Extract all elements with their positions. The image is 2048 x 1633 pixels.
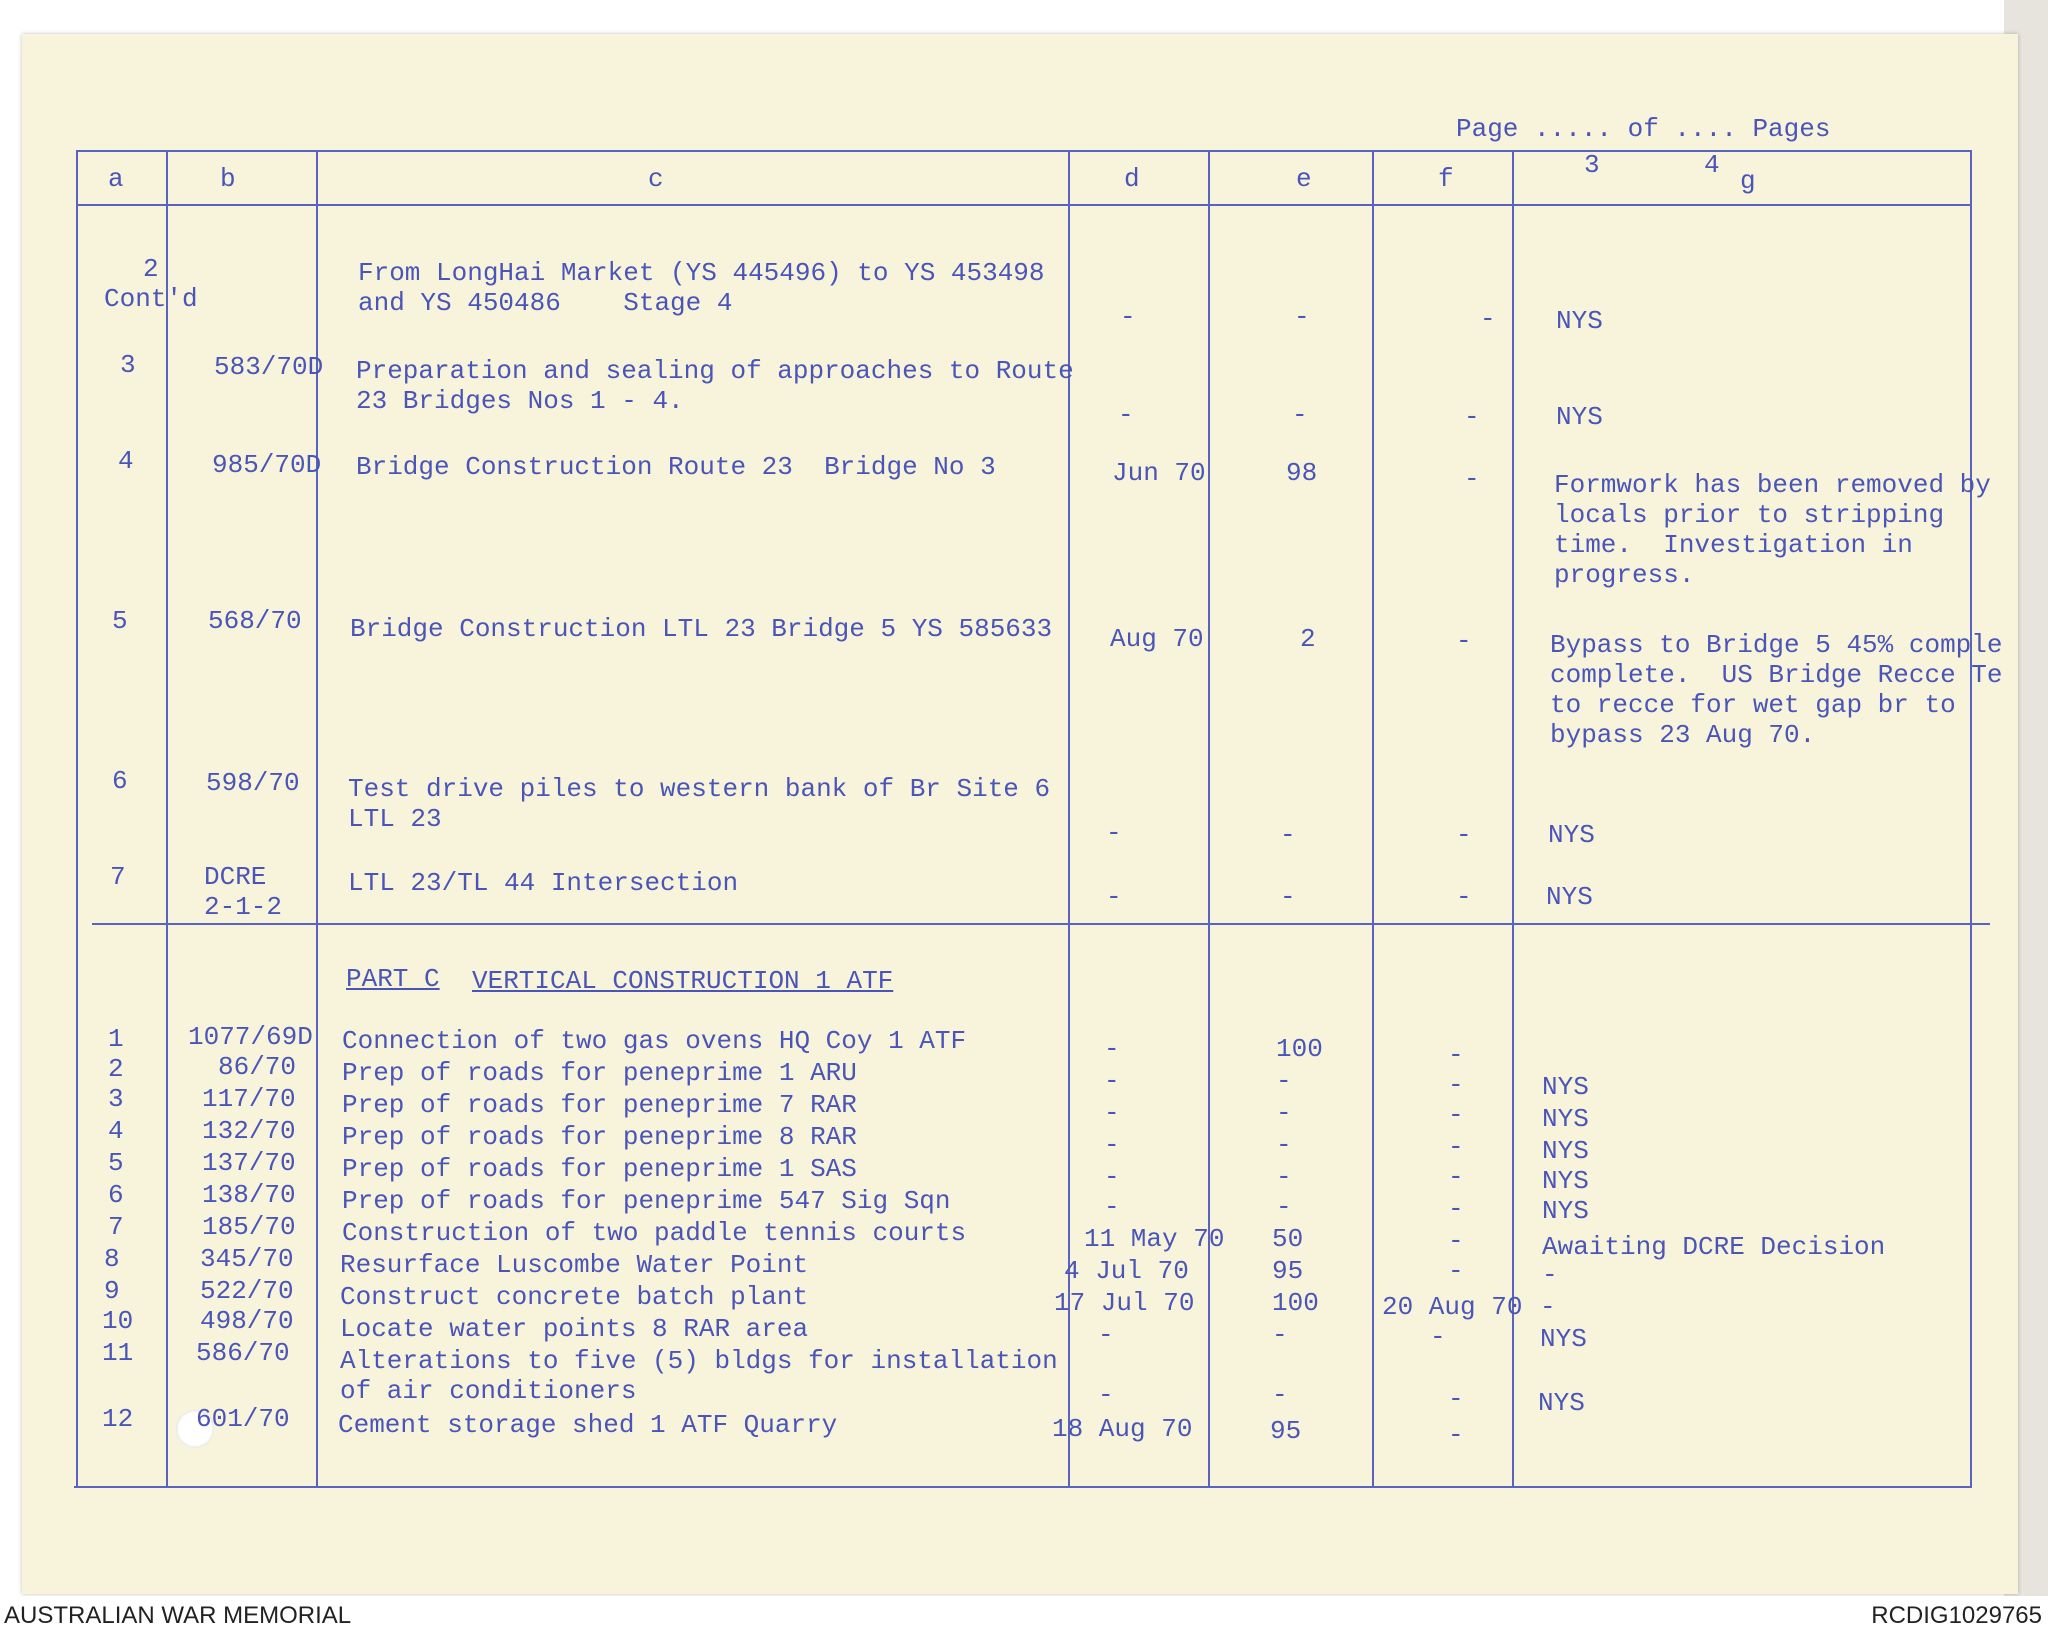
cell-f: - xyxy=(1464,464,1480,494)
cell-d: - xyxy=(1104,1034,1120,1064)
cell-e: - xyxy=(1276,1130,1292,1160)
cell-f: - xyxy=(1456,820,1472,850)
cell-b: 522/70 xyxy=(200,1276,294,1306)
cell-b: 345/70 xyxy=(200,1244,294,1274)
cell-d: - xyxy=(1106,818,1122,848)
col-header-e: e xyxy=(1296,164,1312,194)
cell-e: - xyxy=(1294,302,1310,332)
cell-f: - xyxy=(1448,1100,1464,1130)
cell-g: NYS xyxy=(1542,1072,1589,1102)
archive-footer xyxy=(0,1596,2048,1633)
cell-c: Prep of roads for peneprime 8 RAR xyxy=(342,1122,857,1152)
cell-e: 95 xyxy=(1270,1416,1302,1446)
cell-c: Prep of roads for peneprime 1 SAS xyxy=(342,1154,857,1184)
cell-d: - xyxy=(1098,1320,1114,1350)
cell-c: Prep of roads for peneprime 1 ARU xyxy=(342,1058,857,1088)
cell-b: 498/70 xyxy=(200,1306,294,1336)
cell-d: - xyxy=(1120,302,1136,332)
cell-c: From LongHai Market (YS 445496) to YS 453498 and YS 450486 Stage 4 xyxy=(358,258,1045,318)
cell-b: 586/70 xyxy=(196,1338,290,1368)
cell-f: - xyxy=(1456,882,1472,912)
cell-f: - xyxy=(1464,402,1480,432)
cell-b: 138/70 xyxy=(202,1180,296,1210)
cell-e: 100 xyxy=(1272,1288,1319,1318)
cell-c: Test drive piles to western bank of Br Site 6 LTL 23 xyxy=(348,774,1051,834)
cell-a: 2 xyxy=(108,1054,124,1084)
part-c-subtitle: VERTICAL CONSTRUCTION 1 ATF xyxy=(472,966,894,996)
cell-f: - xyxy=(1448,1040,1464,1070)
cell-a: 3 xyxy=(108,1084,124,1114)
cell-c: Preparation and sealing of approaches to Route 23 Bridges Nos 1 - 4. xyxy=(356,356,1074,416)
cell-g: NYS xyxy=(1546,882,1593,912)
archive-id: RCDIG1029765 xyxy=(1871,1602,2042,1629)
cell-d: - xyxy=(1104,1162,1120,1192)
cell-d: - xyxy=(1106,882,1122,912)
cell-g: NYS xyxy=(1538,1388,1585,1418)
cell-c: Resurface Luscombe Water Point xyxy=(340,1250,809,1280)
cell-c: Locate water points 8 RAR area xyxy=(340,1314,809,1344)
cell-d: 17 Jul 70 xyxy=(1054,1288,1195,1318)
cell-c: Cement storage shed 1 ATF Quarry xyxy=(338,1410,838,1440)
cell-e: - xyxy=(1280,882,1296,912)
cell-f: - xyxy=(1448,1256,1464,1286)
cell-b: 601/70 xyxy=(196,1404,290,1434)
cell-a: 7 xyxy=(110,862,126,892)
cell-d: Jun 70 xyxy=(1112,458,1206,488)
cell-g: Formwork has been removed by locals prior to stripping time. Investigation in progress. xyxy=(1554,470,1991,590)
cell-a: 6 xyxy=(112,766,128,796)
cell-e: - xyxy=(1276,1192,1292,1222)
cell-f: - xyxy=(1430,1322,1446,1352)
col-header-g-num-3: 3 xyxy=(1584,150,1600,180)
cell-b: 117/70 xyxy=(202,1084,296,1114)
cell-d: 18 Aug 70 xyxy=(1052,1414,1193,1444)
cell-a: 1 xyxy=(108,1024,124,1054)
cell-a: 6 xyxy=(108,1180,124,1210)
cell-e: 2 xyxy=(1300,624,1316,654)
cell-c: Construction of two paddle tennis courts xyxy=(342,1218,967,1248)
cell-c: Bridge Construction LTL 23 Bridge 5 YS 585633 xyxy=(350,614,1053,644)
cell-d: - xyxy=(1104,1130,1120,1160)
cell-f: 20 Aug 70 xyxy=(1382,1292,1523,1322)
cell-b: DCRE 2-1-2 xyxy=(204,862,283,922)
cell-a: 3 xyxy=(120,350,136,380)
cell-f: - xyxy=(1448,1384,1464,1414)
cell-a: 12 xyxy=(102,1404,134,1434)
cell-d: Aug 70 xyxy=(1110,624,1204,654)
cell-b: 137/70 xyxy=(202,1148,296,1178)
cell-a: 11 xyxy=(102,1338,134,1368)
page-of-pages: Page ..... of .... Pages xyxy=(1456,114,1831,144)
cell-b: 132/70 xyxy=(202,1116,296,1146)
cell-f: - xyxy=(1448,1420,1464,1450)
cell-g: NYS xyxy=(1556,306,1603,336)
cell-a: 5 xyxy=(112,606,128,636)
cell-a: 10 xyxy=(102,1306,134,1336)
cell-f: - xyxy=(1448,1070,1464,1100)
cell-e: 50 xyxy=(1272,1224,1304,1254)
cell-b: 568/70 xyxy=(208,606,302,636)
cell-g: NYS xyxy=(1540,1324,1587,1354)
cell-a: 2 Cont'd xyxy=(104,254,198,314)
cell-g: Bypass to Bridge 5 45% comple complete. US Bridge Recce Te to recce for wet gap br to bypass 23 Aug 70. xyxy=(1550,630,2003,750)
cell-g: NYS xyxy=(1542,1196,1589,1226)
cell-g: - xyxy=(1540,1292,1556,1322)
cell-c: Prep of roads for peneprime 7 RAR xyxy=(342,1090,857,1120)
cell-a: 5 xyxy=(108,1148,124,1178)
archive-credit: AUSTRALIAN WAR MEMORIAL xyxy=(4,1602,352,1629)
cell-b: 985/70D xyxy=(212,450,322,480)
cell-c: Bridge Construction Route 23 Bridge No 3 xyxy=(356,452,996,482)
cell-g: NYS xyxy=(1542,1166,1589,1196)
cell-d: - xyxy=(1104,1066,1120,1096)
cell-g: NYS xyxy=(1542,1136,1589,1166)
cell-b: 598/70 xyxy=(206,768,300,798)
cell-g: NYS xyxy=(1548,820,1595,850)
cell-c: Prep of roads for peneprime 547 Sig Sqn xyxy=(342,1186,951,1216)
col-header-f: f xyxy=(1438,164,1454,194)
cell-g: NYS xyxy=(1556,402,1603,432)
cell-f: - xyxy=(1480,304,1496,334)
cell-d: - xyxy=(1104,1098,1120,1128)
cell-e: - xyxy=(1280,820,1296,850)
cell-a: 4 xyxy=(108,1116,124,1146)
cell-c: Connection of two gas ovens HQ Coy 1 ATF xyxy=(342,1026,967,1056)
cell-a: 9 xyxy=(104,1276,120,1306)
cell-f: - xyxy=(1448,1162,1464,1192)
col-header-d: d xyxy=(1124,164,1140,194)
cell-b: 583/70D xyxy=(214,352,324,382)
cell-b: 86/70 xyxy=(218,1052,297,1082)
cell-g: - xyxy=(1542,1260,1558,1290)
cell-e: 100 xyxy=(1276,1034,1323,1064)
col-header-g-num-4: 4 xyxy=(1704,150,1720,180)
cell-d: - xyxy=(1098,1380,1114,1410)
cell-e: 95 xyxy=(1272,1256,1304,1286)
col-header-c: c xyxy=(648,164,664,194)
cell-g: NYS xyxy=(1542,1104,1589,1134)
col-header-g: g xyxy=(1740,166,1756,196)
cell-e: - xyxy=(1276,1066,1292,1096)
cell-c: LTL 23/TL 44 Intersection xyxy=(348,868,739,898)
cell-d: - xyxy=(1118,400,1134,430)
cell-c: Alterations to five (5) bldgs for installation of air conditioners xyxy=(340,1346,1058,1406)
col-header-b: b xyxy=(220,164,236,194)
cell-f: - xyxy=(1448,1132,1464,1162)
cell-e: - xyxy=(1272,1320,1288,1350)
cell-d: - xyxy=(1104,1192,1120,1222)
cell-a: 4 xyxy=(118,446,134,476)
cell-b: 185/70 xyxy=(202,1212,296,1242)
cell-b: 1077/69D xyxy=(188,1022,313,1052)
col-header-a: a xyxy=(108,164,124,194)
part-c-title: PART C xyxy=(346,964,440,994)
cell-e: - xyxy=(1276,1162,1292,1192)
cell-g: Awaiting DCRE Decision xyxy=(1542,1232,1886,1262)
cell-a: 7 xyxy=(108,1212,124,1242)
cell-d: 4 Jul 70 xyxy=(1064,1256,1189,1286)
cell-e: - xyxy=(1276,1098,1292,1128)
cell-d: 11 May 70 xyxy=(1084,1224,1225,1254)
cell-e: - xyxy=(1272,1380,1288,1410)
cell-f: - xyxy=(1456,626,1472,656)
cell-e: - xyxy=(1292,400,1308,430)
cell-c: Construct concrete batch plant xyxy=(340,1282,809,1312)
cell-e: 98 xyxy=(1286,458,1318,488)
cell-f: - xyxy=(1448,1226,1464,1256)
cell-f: - xyxy=(1448,1194,1464,1224)
cell-a: 8 xyxy=(104,1244,120,1274)
